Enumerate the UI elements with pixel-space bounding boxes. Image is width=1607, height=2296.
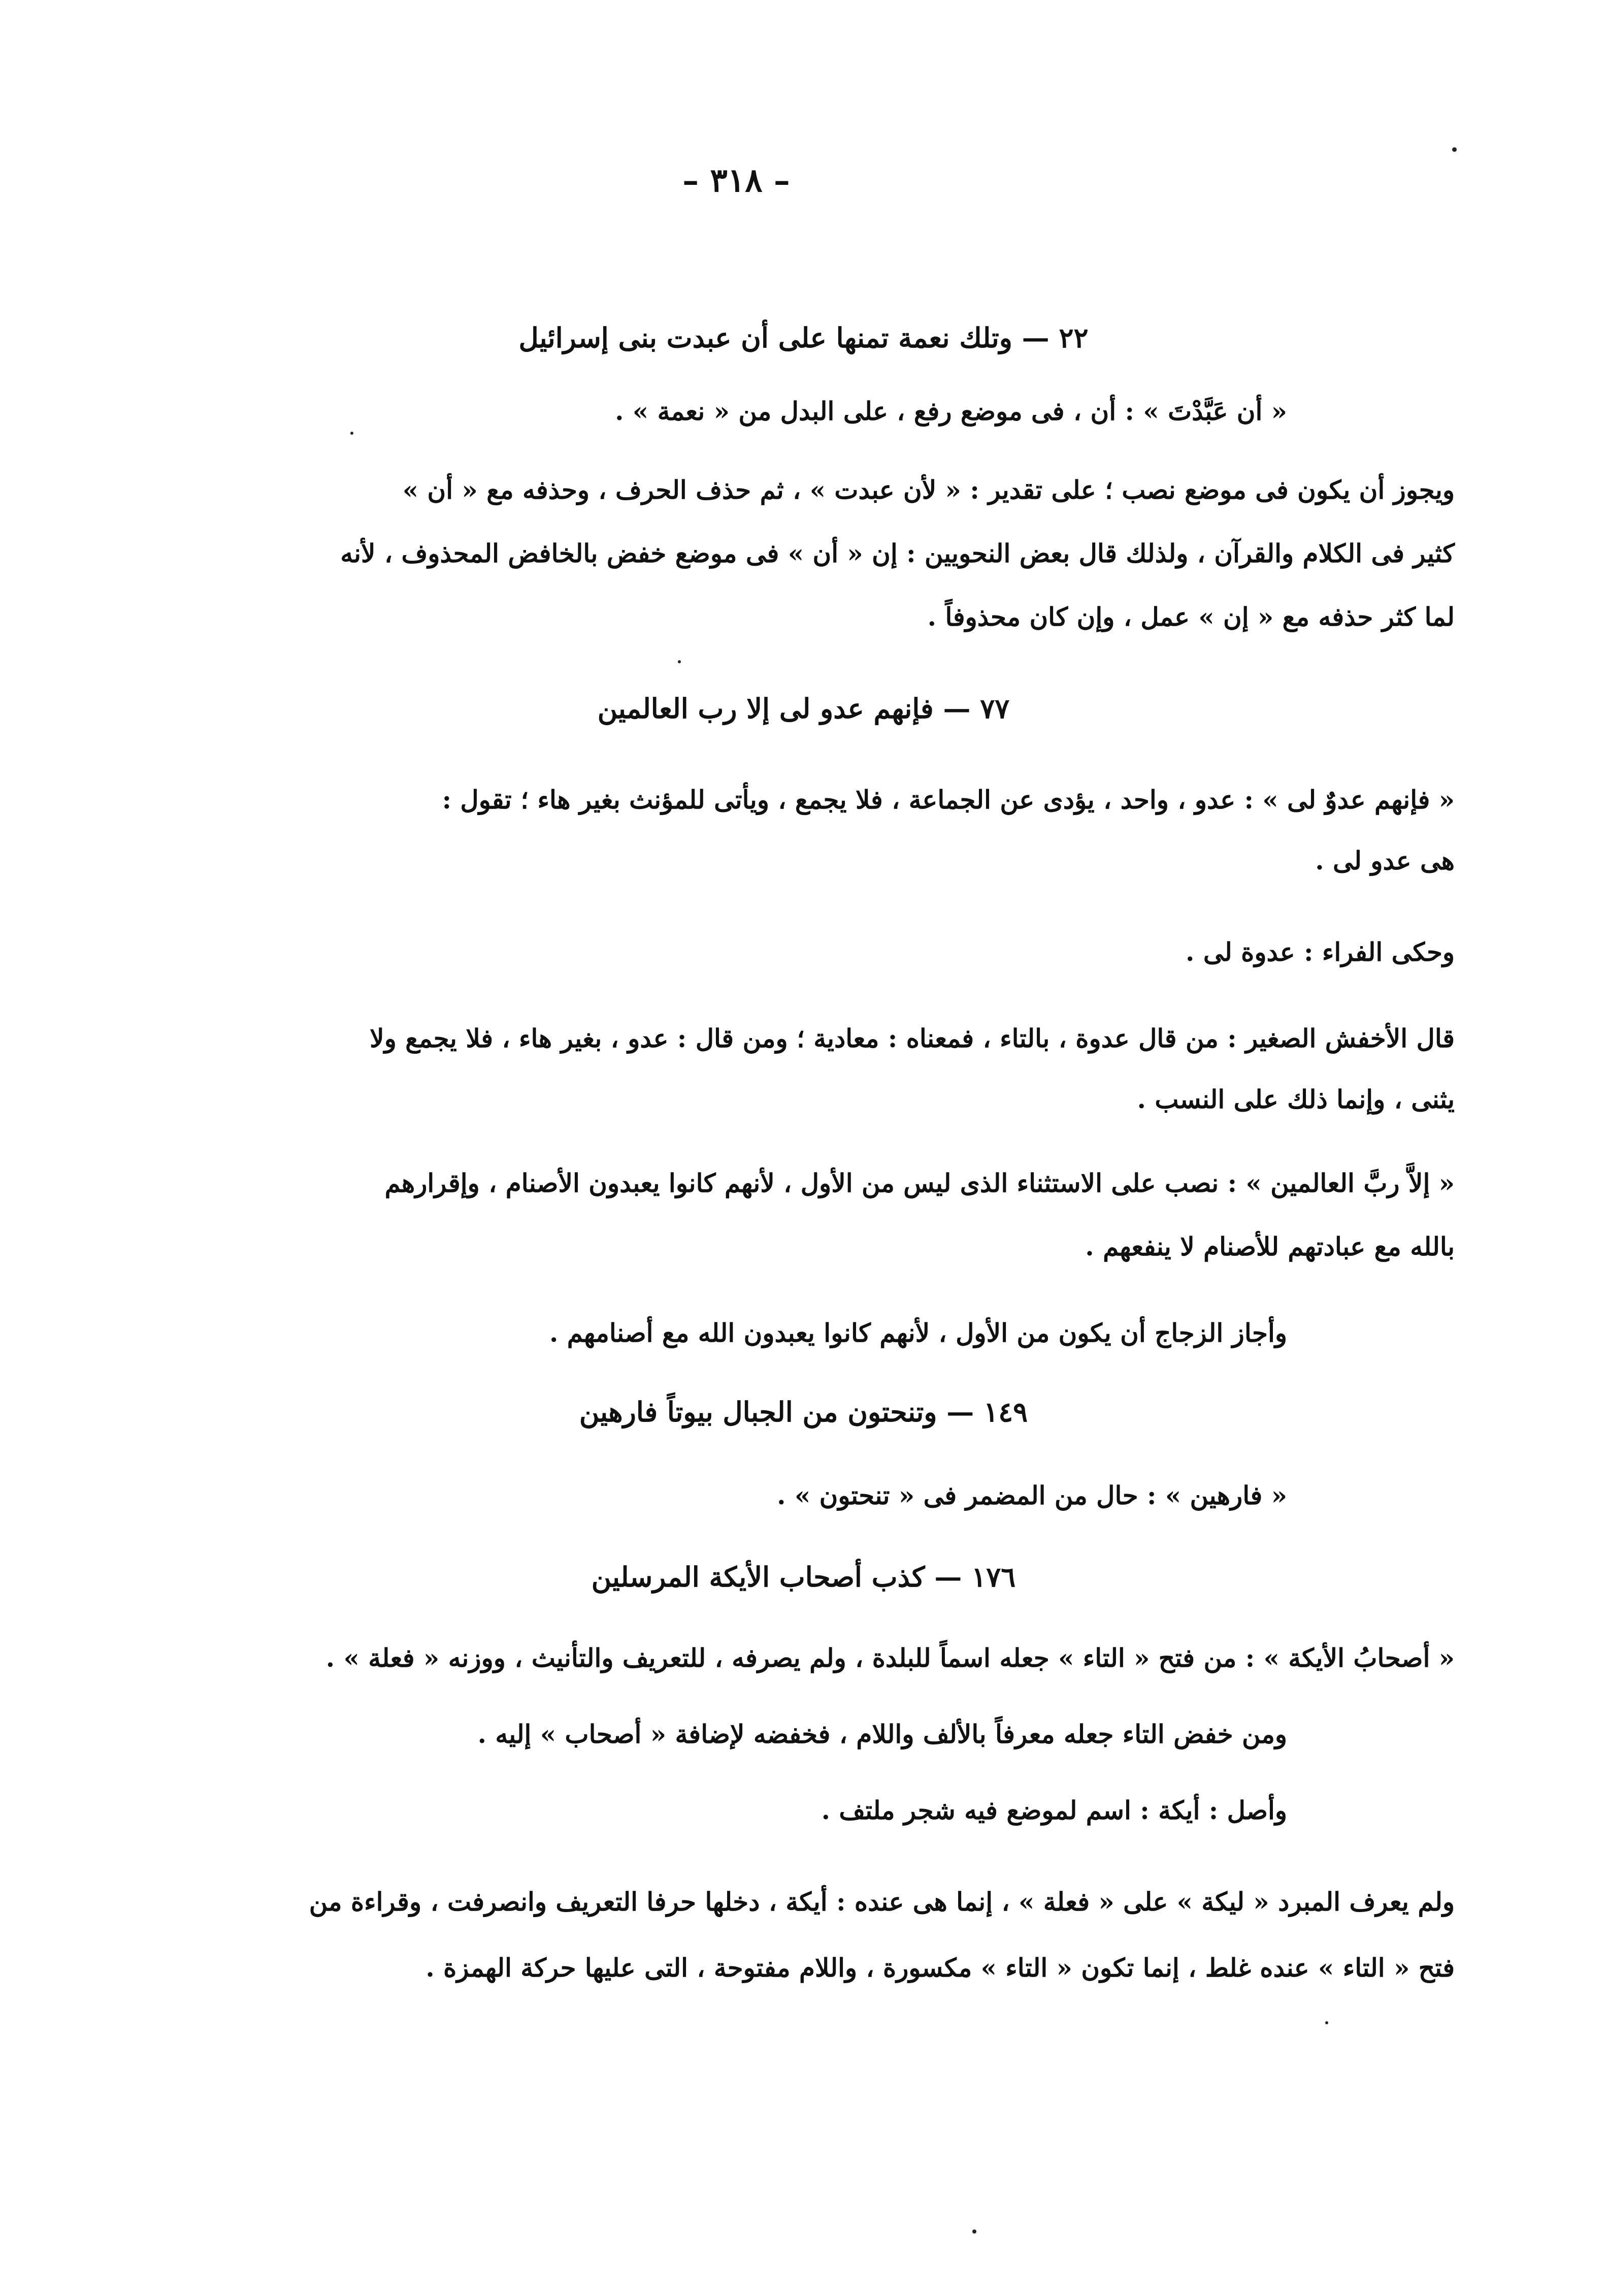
paragraph-line: قال الأخفش الصغير : من قال عدوة ، بالتاء ، فمعناه : معادية ؛ ومن قال : عدو ، بغير هاء ، فلا يجمع ولا <box>370 1023 1455 1053</box>
paragraph-line: « إلاَّ ربَّ العالمين » : نصب على الاستثناء الذى ليس من الأول ، لأنهم كانوا يعبدون الأصنام ، وإقرارهم <box>384 1168 1455 1198</box>
paragraph-line: بالله مع عبادتهم للأصنام لا ينفعهم . <box>1085 1232 1455 1262</box>
verse-heading: ٧٧ — فإنهم عدو لى إلا رب العالمين <box>597 692 1010 725</box>
scan-speck <box>678 660 681 663</box>
scan-speck <box>972 2229 976 2234</box>
verse-heading: ٢٢ — وتلك نعمة تمنها على أن عبدت بنى إسرائيل <box>518 321 1089 354</box>
paragraph-line: « أن عَبَّدْتَ » : أن ، فى موضع رفع ، على البدل من « نعمة » . <box>615 396 1287 426</box>
paragraph-line: « فإنهم عدوٌ لى » : عدو ، واحد ، يؤدى عن الجماعة ، فلا يجمع ، ويأتى للمؤنث بغير هاء ؛ تقول : <box>442 785 1455 815</box>
paragraph-line: فتح « التاء » عنده غلط ، إنما تكون « التاء » مكسورة ، واللام مفتوحة ، التى عليها حركة الهمزة . <box>425 1953 1455 1983</box>
verse-heading: ١٤٩ — وتنحتون من الجبال بيوتاً فارهين <box>579 1396 1028 1428</box>
scan-speck <box>350 432 353 435</box>
paragraph-line: ولم يعرف المبرد « ليكة » على « فعلة » ، إنما هى عنده : أيكة ، دخلها حرفا التعريف وانصرفت ، وقراءة من <box>309 1887 1455 1917</box>
scan-speck <box>1325 2021 1328 2024</box>
paragraph-line: هى عدو لى . <box>1315 846 1455 876</box>
paragraph-line: « فارهين » : حال من المضمر فى « تنحتون » . <box>777 1480 1287 1510</box>
paragraph-line: لما كثر حذفه مع « إن » عمل ، وإن كان محذوفاً . <box>927 602 1455 632</box>
paragraph-line: يثنى ، وإنما ذلك على النسب . <box>1137 1084 1455 1114</box>
verse-heading: ١٧٦ — كذب أصحاب الأيكة المرسلين <box>591 1561 1016 1593</box>
page-number: – ٣١٨ – <box>682 161 790 200</box>
paragraph-line: ومن خفض التاء جعله معرفاً بالألف واللام ، فخفضه لإضافة « أصحاب » إليه . <box>477 1719 1287 1749</box>
paragraph-line: وحكى الفراء : عدوة لى . <box>1186 937 1455 967</box>
paragraph-line: « أصحابُ الأيكة » : من فتح « التاء » جعله اسماً للبلدة ، ولم يصرفه ، للتعريف والتأنيث ، ووزنه « فعلة » . <box>325 1643 1455 1673</box>
paragraph-line: كثير فى الكلام والقرآن ، ولذلك قال بعض النحويين : إن « أن » فى موضع خفض بالخافض المحذوف ، لأنه <box>340 538 1455 568</box>
paragraph-line: وأجاز الزجاج أن يكون من الأول ، لأنهم كانوا يعبدون الله مع أصنامهم . <box>549 1318 1287 1348</box>
paragraph-line: ويجوز أن يكون فى موضع نصب ؛ على تقدير : « لأن عبدت » ، ثم حذف الحرف ، وحذفه مع « أن » <box>402 475 1455 505</box>
paragraph-line: وأصل : أيكة : اسم لموضع فيه شجر ملتف . <box>821 1795 1287 1825</box>
scan-speck <box>1452 147 1457 152</box>
